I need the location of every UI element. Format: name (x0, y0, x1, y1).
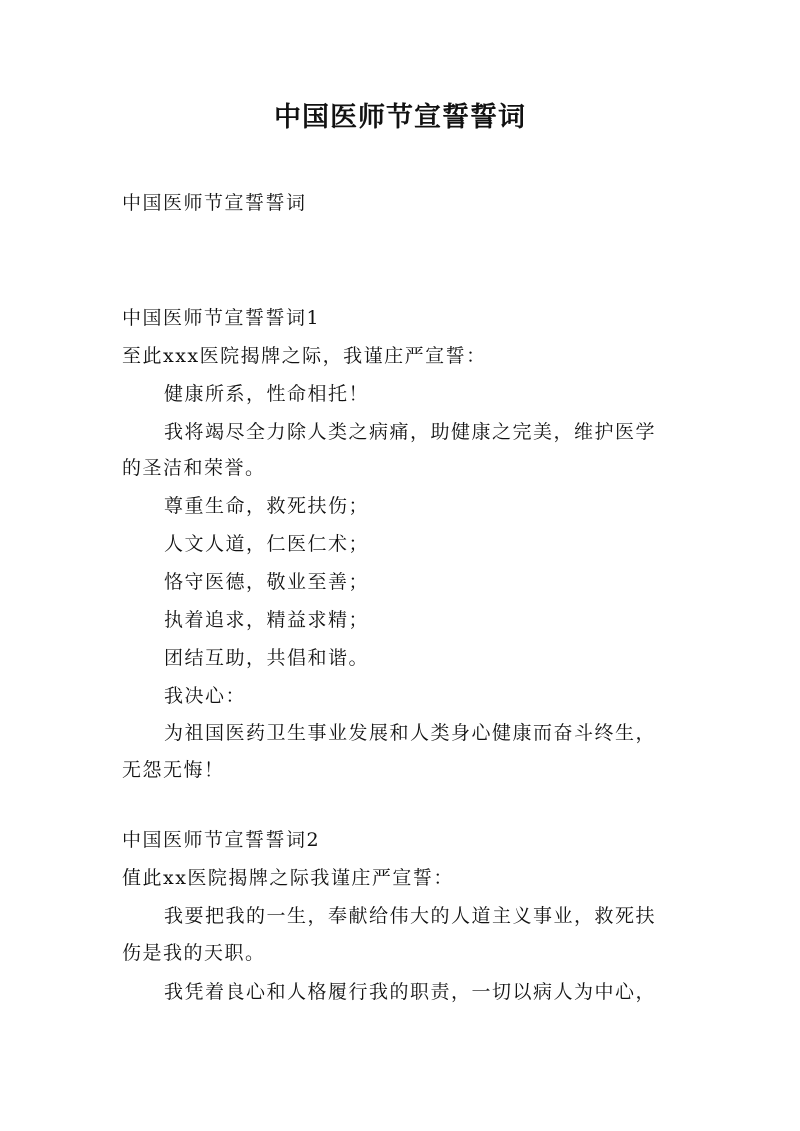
section-1-line: 尊重生命，救死扶伤； (164, 495, 370, 517)
section-1-line: 团结互助，共倡和谐。 (164, 647, 370, 669)
section-1-line: 我决心： (164, 685, 247, 707)
section-2-line: 伤是我的天职。 (122, 942, 266, 964)
section-1-intro: 至此xxx医院揭牌之际，我谨庄严宣誓： (122, 345, 487, 367)
section-1-heading: 中国医师节宣誓誓词1 (122, 307, 321, 329)
section-1-line: 的圣洁和荣誉。 (122, 457, 266, 479)
document-subtitle: 中国医师节宣誓誓词 (122, 192, 307, 214)
section-2-line: 我凭着良心和人格履行我的职责，一切以病人为中心， (164, 981, 657, 1003)
section-1-line: 执着追求，精益求精； (164, 609, 370, 631)
section-2-heading: 中国医师节宣誓誓词2 (122, 829, 321, 851)
section-1-line: 我将竭尽全力除人类之病痛，助健康之完美，维护医学 (164, 421, 657, 443)
document-title: 中国医师节宣誓誓词 (274, 102, 526, 133)
section-1-line: 人文人道，仁医仁术； (164, 533, 370, 555)
section-1-line: 恪守医德，敬业至善； (164, 571, 370, 593)
section-1-line: 无怨无悔！ (122, 759, 225, 781)
section-2-line: 我要把我的一生，奉献给伟大的人道主义事业，救死扶 (164, 905, 657, 927)
section-1-line: 为祖国医药卫生事业发展和人类身心健康而奋斗终生， (164, 722, 657, 744)
section-1-line: 健康所系，性命相托！ (164, 383, 370, 405)
section-2-intro: 值此xx医院揭牌之际我谨庄严宣誓： (122, 867, 454, 889)
